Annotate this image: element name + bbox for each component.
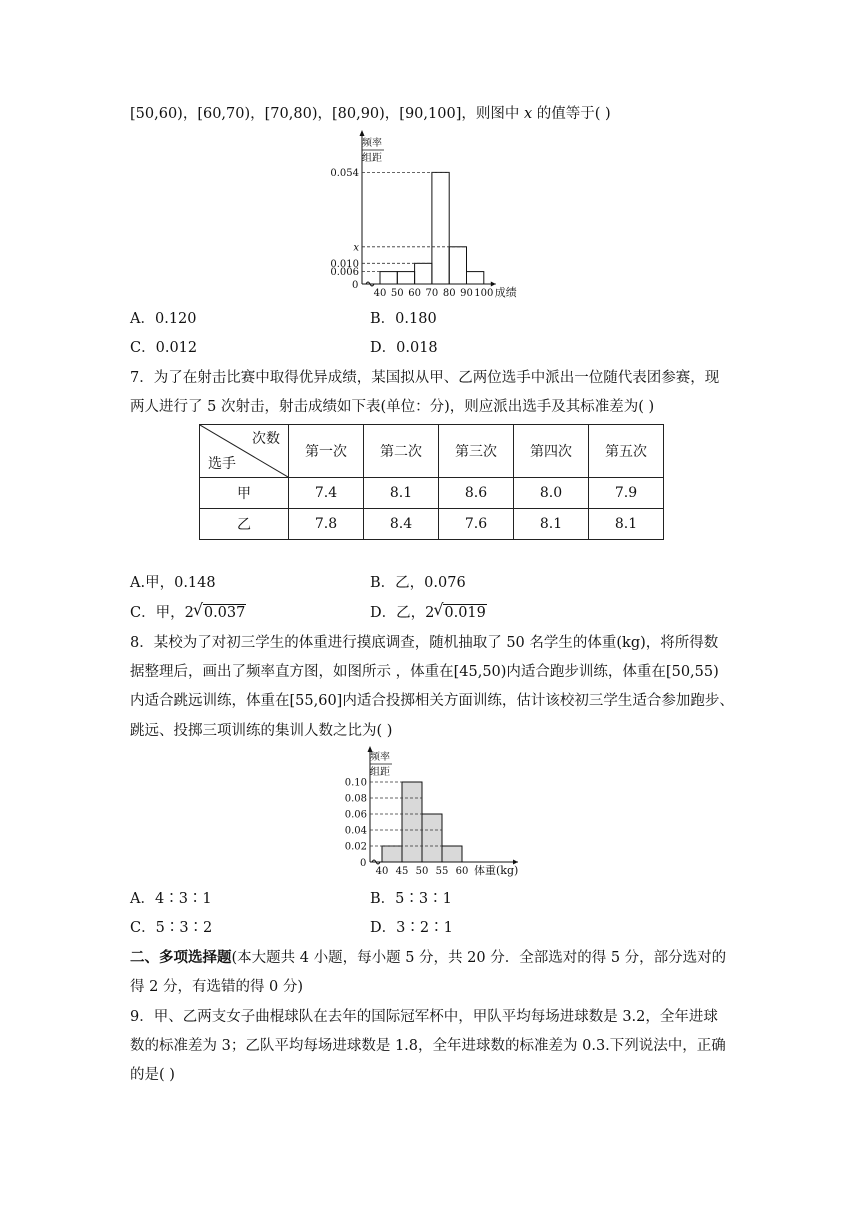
row-name: 甲 (200, 478, 289, 509)
corner-top-label: 次数 (252, 431, 280, 447)
x-tick-label: 50 (415, 866, 429, 877)
q6-option-b[interactable]: B．0.180 (370, 311, 437, 327)
corner-bottom-label: 选手 (208, 456, 236, 472)
y-tick-label: 0.10 (344, 777, 367, 789)
q7-line-1: 7．为了在射击比赛中取得优异成绩，某国拟从甲、乙两位选手中派出一位随代表团参赛，现 (130, 370, 720, 386)
q8-line-2: 据整理后，画出了频率直方图，如图所示 ，体重在[45,50)内适合跑步训练，体重在[50,55) (130, 664, 719, 680)
section2-line-2: 得 2 分，有选错的得 0 分) (130, 979, 304, 995)
q8-option-b[interactable]: B．5∶3∶1 (370, 891, 452, 907)
q9-line-3: 的是( ) (130, 1067, 175, 1083)
q7-option-a[interactable]: A.甲，0.148 (130, 575, 216, 591)
histogram-bar (402, 782, 422, 862)
histogram-bar (449, 247, 466, 284)
cell: 8.0 (514, 478, 589, 509)
x-tick-label: 50 (390, 288, 404, 299)
histogram-bar (382, 846, 402, 862)
q8-option-c[interactable]: C．5∶3∶2 (130, 920, 213, 936)
header-2: 第二次 (364, 425, 439, 478)
q8-option-a[interactable]: A．4∶3∶1 (130, 891, 212, 907)
cell: 8.1 (514, 509, 589, 540)
section-heading: 二、多项选择题 (130, 949, 232, 966)
y-tick-label: 0.08 (344, 793, 367, 805)
q8-line-3: 内适合跳远训练，体重在[55,60]内适合投掷相关方面训练，估计该校初三学生适合参加跑步、 (130, 693, 734, 709)
x-tick-label: 100 (474, 288, 494, 299)
q7-line-2: 两人进行了 5 次射击，射击成绩如下表(单位：分)，则应派出选手及其标准差为( ) (130, 399, 655, 415)
cell: 8.1 (589, 509, 664, 540)
x-tick-label: 60 (408, 288, 421, 299)
q8-line-4: 跳远、投掷三项训练的集训人数之比为( ) (130, 723, 393, 739)
cell: 8.1 (364, 478, 439, 509)
histogram-bar (415, 263, 432, 284)
variable-x: x (523, 106, 533, 122)
histogram-bar (442, 846, 462, 862)
histogram-bar (397, 272, 414, 284)
q6-stem: [50,60)，[60,70)，[70,80)，[80,90)，[90,100]，则图中 x 的值等于( ) (130, 106, 611, 122)
y-tick-label: 0.06 (344, 809, 367, 821)
origin-label: 0 (360, 858, 367, 869)
header-4: 第四次 (514, 425, 589, 478)
cell: 7.9 (589, 478, 664, 509)
q7-option-b[interactable]: B．乙，0.076 (370, 575, 466, 591)
ylabel-top: 频率 (362, 138, 382, 149)
q7-score-table (199, 424, 664, 540)
cell: 7.8 (289, 509, 364, 540)
q8-option-d[interactable]: D．3∶2∶1 (370, 920, 453, 936)
sqrt-radicand: √ 0.019 (443, 604, 487, 621)
cell: 8.4 (364, 509, 439, 540)
y-tick-label: 0.010 (330, 258, 359, 270)
q7-option-d[interactable]: D．乙，2√ 0.019 (370, 603, 487, 623)
x-tick-label: 40 (373, 288, 387, 299)
histogram-bar (467, 272, 484, 284)
histogram-bar (422, 814, 442, 862)
row-name: 乙 (200, 509, 289, 540)
header-1: 第一次 (289, 425, 364, 478)
q6-option-a[interactable]: A．0.120 (130, 311, 197, 327)
x-axis-label: 成绩 (494, 286, 517, 299)
ylabel-bottom: 组距 (362, 153, 382, 164)
x-tick-label: 55 (435, 866, 449, 877)
table-row (200, 509, 664, 540)
y-tick-label: 0.04 (344, 825, 367, 837)
table-corner (200, 425, 289, 478)
header-5: 第五次 (589, 425, 664, 478)
q7-option-c[interactable]: C．甲，2√ 0.037 (130, 603, 246, 623)
header-3: 第三次 (439, 425, 514, 478)
ylabel-top: 频率 (370, 752, 390, 763)
x-tick-label: 60 (455, 866, 469, 877)
q9-line-2: 数的标准差为 3；乙队平均每场进球数是 1.8，全年进球数的标准差为 0.3.下列说法中，正确 (130, 1038, 726, 1054)
histogram-bar (432, 172, 449, 284)
x-tick-label: 90 (460, 288, 473, 299)
section2-line-1: 二、多项选择题(本大题共 4 小题，每小题 5 分，共 20 分．全部选对的得 5 分，部分选对的 (130, 949, 727, 966)
ylabel-bottom: 组距 (370, 767, 390, 778)
sqrt-radicand: √ 0.037 (203, 604, 247, 621)
q6-option-d[interactable]: D．0.018 (370, 340, 438, 356)
y-tick-label: x (353, 242, 359, 254)
x-tick-label: 40 (375, 866, 389, 877)
cell: 8.6 (439, 478, 514, 509)
y-axis-arrow (368, 746, 373, 752)
q6-option-c[interactable]: C．0.012 (130, 340, 198, 356)
cell: 7.6 (439, 509, 514, 540)
q8-line-1: 8．某校为了对初三学生的体重进行摸底调查，随机抽取了 50 名学生的体重(kg)，将所得数 (130, 635, 719, 651)
q9-line-1: 9．甲、乙两支女子曲棍球队在去年的国际冠军杯中，甲队平均每场进球数是 3.2，全年进球 (130, 1009, 718, 1025)
q8-histogram (320, 744, 530, 882)
cell: 7.4 (289, 478, 364, 509)
y-tick-label: 0.006 (330, 267, 359, 279)
x-tick-label: 45 (395, 866, 409, 877)
x-tick-label: 80 (442, 288, 456, 299)
q6-histogram (318, 126, 543, 302)
origin-label: 0 (352, 280, 359, 291)
y-tick-label: 0.054 (330, 167, 359, 179)
y-axis-arrow (360, 130, 365, 136)
table-row (200, 478, 664, 509)
histogram-bar (380, 272, 397, 284)
y-tick-label: 0.02 (344, 841, 367, 853)
x-axis-label: 体重(kg) (474, 864, 519, 877)
x-tick-label: 70 (425, 288, 439, 299)
